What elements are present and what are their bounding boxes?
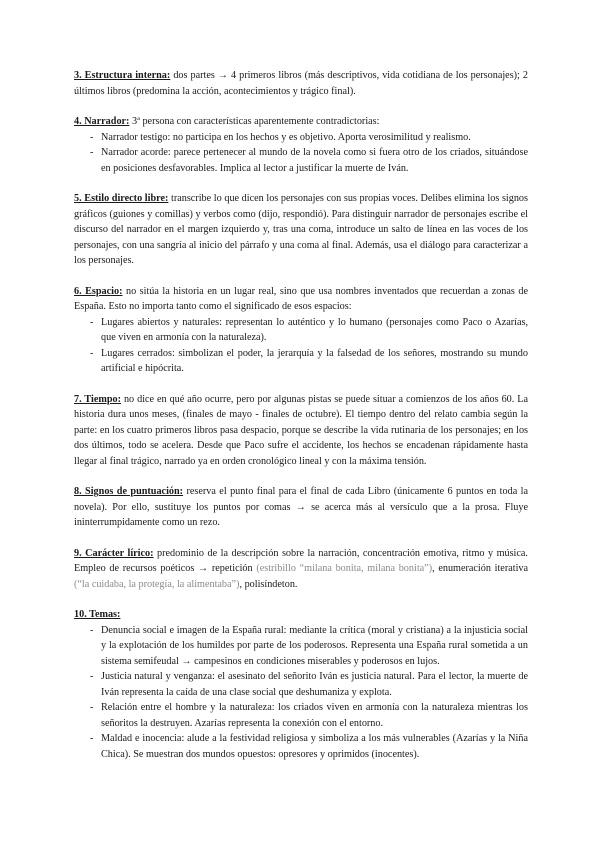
section-estructura bbox=[74, 68, 528, 99]
section-text: , polisíndeton. bbox=[239, 578, 298, 590]
section-paragraph bbox=[74, 68, 528, 99]
list-item: - Maldad e inocencia: alude a la festividad religiosa y simboliza a los más vulnerables (Azarías y la Niña Chica). Se muestran dos mundos opuestos: opresores y oprimidos (inocentes). bbox=[74, 731, 528, 762]
section-heading: 4. Narrador: bbox=[74, 116, 130, 127]
section-text: se acerca más al versículo que a la prosa. Fluye ininterrumpidamente como un rezo. bbox=[74, 501, 528, 528]
section-heading: 9. Carácter lírico: bbox=[74, 547, 154, 559]
list-item: - Lugares abiertos y naturales: representan lo auténtico y lo humano (personajes como Paco o Azarías, que viven en armonía con la naturaleza). bbox=[74, 315, 528, 346]
section-heading: 7. Tiempo: bbox=[74, 393, 122, 405]
quoted-example: (“la cuidaba, la protegía, la alimentaba”) bbox=[74, 578, 240, 590]
section-text: , enumeración iterativa bbox=[432, 563, 529, 574]
section-paragraph bbox=[74, 114, 528, 130]
bullet-list bbox=[74, 623, 528, 763]
quoted-example: (estribillo “milana bonita, milana bonita”) bbox=[256, 563, 433, 574]
section-heading: 5. Estilo directo libre: bbox=[74, 193, 169, 204]
section-paragraph bbox=[74, 607, 528, 623]
section-heading: 10. Temas: bbox=[74, 609, 121, 620]
section-text: no dice en qué año ocurre, pero por algunas pistas se puede situar a comienzos de los años 60. La historia dura unos meses, (finales de mayo - finales de octubre). El tiempo dentro del relato cambia según la parte: en los cuatro primeros libros pasa despacio, porque se describe la vida rutinaria de los personajes; en los dos últimos, todo se acelera. Desde que Paco sufre el accidente, los hechos se encadenan rápidamente hasta llegar al final trágico, narrado ya en orden cronológico lineal y con la máxima tensión. bbox=[74, 393, 528, 467]
list-item: - Denuncia social e imagen de la España rural: mediante la crítica (moral y cristiana) a la injusticia social y la explotación de los humildes por parte de los poderosos. Representa una España rural sometida a un sistema semifeudal → campesinos en condiciones miserables y poderosos en lujos. bbox=[74, 623, 528, 670]
section-tiempo bbox=[74, 392, 528, 470]
section-text: dos partes bbox=[170, 70, 218, 81]
section-paragraph bbox=[74, 284, 528, 315]
document-content bbox=[74, 68, 528, 777]
section-text: repetición bbox=[208, 563, 257, 574]
section-temas bbox=[74, 607, 528, 762]
list-item: - Lugares cerrados: simbolizan el poder, la jerarquía y la falsedad de los señores, mostrando su mundo artificial e hipócrita. bbox=[74, 346, 528, 377]
section-narrador bbox=[74, 114, 528, 176]
section-text: 3ª persona con características aparentemente contradictorias: bbox=[129, 116, 380, 127]
section-paragraph bbox=[74, 484, 528, 531]
list-item: - Narrador acorde: parece pertenecer al mundo de la novela como si fuera otro de los criados, situándose en posiciones desfavorables. Implica al lector a justificar la muerte de Iván. bbox=[74, 145, 528, 176]
section-heading: 6. Espacio: bbox=[74, 285, 123, 297]
section-heading: 8. Signos de puntuación: bbox=[74, 486, 184, 497]
bullet-list bbox=[74, 315, 528, 377]
section-estilo bbox=[74, 191, 528, 269]
section-text: transcribe lo que dicen los personajes con sus propias voces. Delibes elimina los signos gráficos (guiones y comillas) y verbos como (dijo, respondió). Para distinguir narrador de personajes escribe el discurso del narrador en el margen izquierdo y, tras una coma, introduce un salto de línea en las voces de los personajes, con una sangría al inicio del párrafo y una coma al final. Además, usa el diálogo para caracterizar a los personajes. bbox=[74, 193, 528, 266]
section-paragraph bbox=[74, 191, 528, 269]
list-item: - Narrador testigo: no participa en los hechos y es objetivo. Aporta verosimilitud y realismo. bbox=[74, 130, 528, 146]
section-text: reserva el punto final para el final de cada Libro (únicamente 6 puntos en toda la novela). Por ello, sustituye los puntos por comas bbox=[74, 486, 528, 513]
section-heading: 3. Estructura interna: bbox=[74, 70, 171, 81]
section-paragraph bbox=[74, 392, 528, 470]
section-lirico bbox=[74, 546, 528, 593]
arrow-icon: → bbox=[217, 70, 229, 81]
arrow-icon: → bbox=[295, 501, 306, 513]
arrow-icon: → bbox=[198, 563, 209, 574]
section-text: predominio de la descripción sobre la narración, concentración emotiva, ritmo y música. Empleo de recursos poéticos bbox=[74, 547, 528, 574]
section-text: no sitúa la historia en un lugar real, sino que usa nombres inventados que recuerdan a zonas de España. Esto no importa tanto como el significado de esos espacios: bbox=[74, 285, 529, 312]
section-espacio bbox=[74, 284, 528, 377]
section-text: 4 primeros libros (más descriptivos, vida cotidiana de los personajes); 2 últimos libros (predomina la acción, acontecimientos y trágico final). bbox=[74, 70, 528, 97]
section-paragraph bbox=[74, 546, 528, 593]
bullet-list bbox=[74, 130, 528, 177]
list-item: - Justicia natural y venganza: el asesinato del señorito Iván es justicia natural. Para el lector, la muerte de Iván representa la caída de una clase social que deshumaniza y explota. bbox=[74, 669, 528, 700]
section-puntuacion bbox=[74, 484, 528, 531]
list-item: - Relación entre el hombre y la naturaleza: los criados viven en armonía con la naturaleza mientras los señoritos la destruyen. Azarías representa la conexión con el entorno. bbox=[74, 700, 528, 731]
